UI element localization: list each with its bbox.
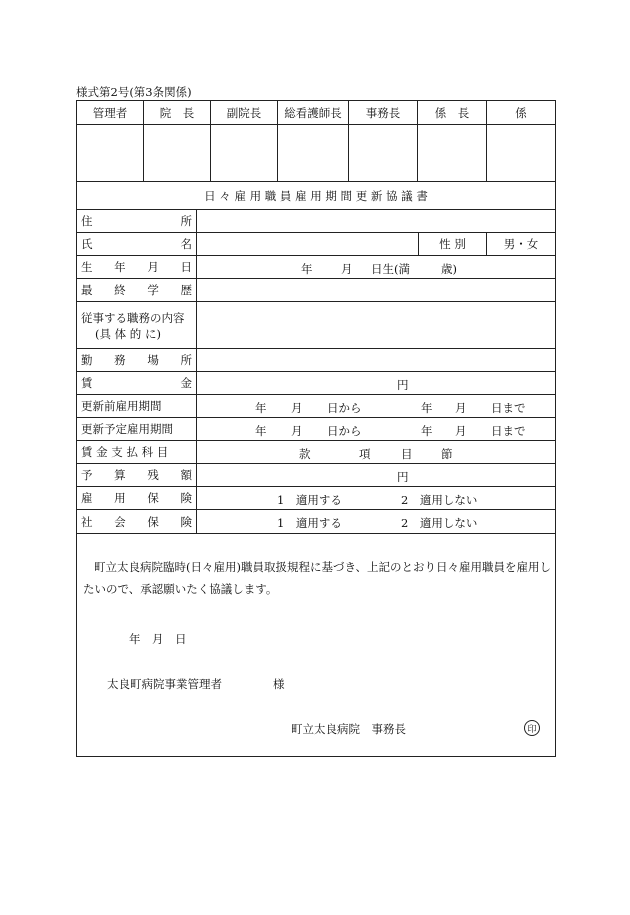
- approval-header-director: 院 長: [144, 101, 211, 125]
- gender-field[interactable]: 男・女: [487, 233, 555, 256]
- wage-label: 賃 金: [77, 372, 197, 395]
- employment-insurance-label: 雇 用 保 険: [77, 487, 197, 510]
- workplace-field[interactable]: [197, 349, 555, 372]
- birth-field[interactable]: 年 月 日生(満 歳): [197, 256, 555, 279]
- duties-field[interactable]: [197, 302, 555, 349]
- budget-item-label: 賃 金 支 払 科 目: [77, 441, 197, 464]
- approval-header-vice-director: 副院長: [211, 101, 278, 125]
- wage-field[interactable]: 円: [197, 372, 555, 395]
- stamp-box-director[interactable]: [144, 125, 211, 182]
- addressee-honorific: 様: [273, 677, 285, 691]
- stamp-box-head-nurse[interactable]: [278, 125, 349, 182]
- prev-period-label: 更新前雇用期間: [77, 395, 197, 418]
- planned-period-field[interactable]: 年 月 日から 年 月 日まで: [197, 418, 555, 441]
- stamp-box-manager[interactable]: [77, 125, 144, 182]
- approval-header-head-nurse: 総看護師長: [278, 101, 349, 125]
- approval-header-section-chief: 係 長: [418, 101, 487, 125]
- stamp-box-staff[interactable]: [487, 125, 555, 182]
- form-number-label: 様式第2号(第3条関係): [76, 85, 192, 99]
- social-insurance-label: 社 会 保 険: [77, 510, 197, 534]
- addressee: 太良町病院事業管理者: [107, 677, 222, 691]
- name-field[interactable]: [197, 233, 419, 256]
- agreement-form: [76, 100, 556, 757]
- address-label: 住 所: [77, 210, 197, 233]
- approval-header-manager: 管理者: [77, 101, 144, 125]
- budget-remaining-label: 予 算 残 額: [77, 464, 197, 487]
- stamp-box-vice-director[interactable]: [211, 125, 278, 182]
- social-insurance-option-apply[interactable]: 1 適用する: [277, 516, 342, 530]
- workplace-label: 勤 務 場 所: [77, 349, 197, 372]
- employment-insurance-option-apply[interactable]: 1 適用する: [277, 493, 342, 507]
- social-insurance-field: [197, 510, 555, 534]
- date-line[interactable]: 年 月 日: [129, 632, 187, 646]
- education-field[interactable]: [197, 279, 555, 302]
- budget-item-field[interactable]: 款 項 目 節: [197, 441, 555, 464]
- approval-header-admin-chief: 事務長: [349, 101, 418, 125]
- employment-insurance-option-not-apply[interactable]: 2 適用しない: [401, 493, 478, 507]
- stamp-box-section-chief[interactable]: [418, 125, 487, 182]
- duties-label: 従事する職務の内容 (具 体 的 に): [77, 302, 197, 349]
- agreement-statement: 町立太良病院臨時(日々雇用)職員取扱規程に基づき、上記のとおり日々雇用職員を雇用したいので、承認願いたく協議します。: [83, 560, 552, 596]
- employment-insurance-field: [197, 487, 555, 510]
- seal-mark: 印: [524, 720, 540, 736]
- birth-label: 生 年 月 日: [77, 256, 197, 279]
- address-field[interactable]: [197, 210, 555, 233]
- planned-period-label: 更新予定雇用期間: [77, 418, 197, 441]
- approval-header-staff: 係: [487, 101, 555, 125]
- stamp-box-admin-chief[interactable]: [349, 125, 418, 182]
- education-label: 最 終 学 歴: [77, 279, 197, 302]
- budget-remaining-field[interactable]: 円: [197, 464, 555, 487]
- gender-label: 性 別: [419, 233, 487, 256]
- prev-period-field[interactable]: 年 月 日から 年 月 日まで: [197, 395, 555, 418]
- name-label: 氏 名: [77, 233, 197, 256]
- sender: 町立太良病院 事務長: [291, 722, 406, 736]
- form-title: 日 々 雇 用 職 員 雇 用 期 間 更 新 協 議 書: [77, 182, 555, 210]
- social-insurance-option-not-apply[interactable]: 2 適用しない: [401, 516, 478, 530]
